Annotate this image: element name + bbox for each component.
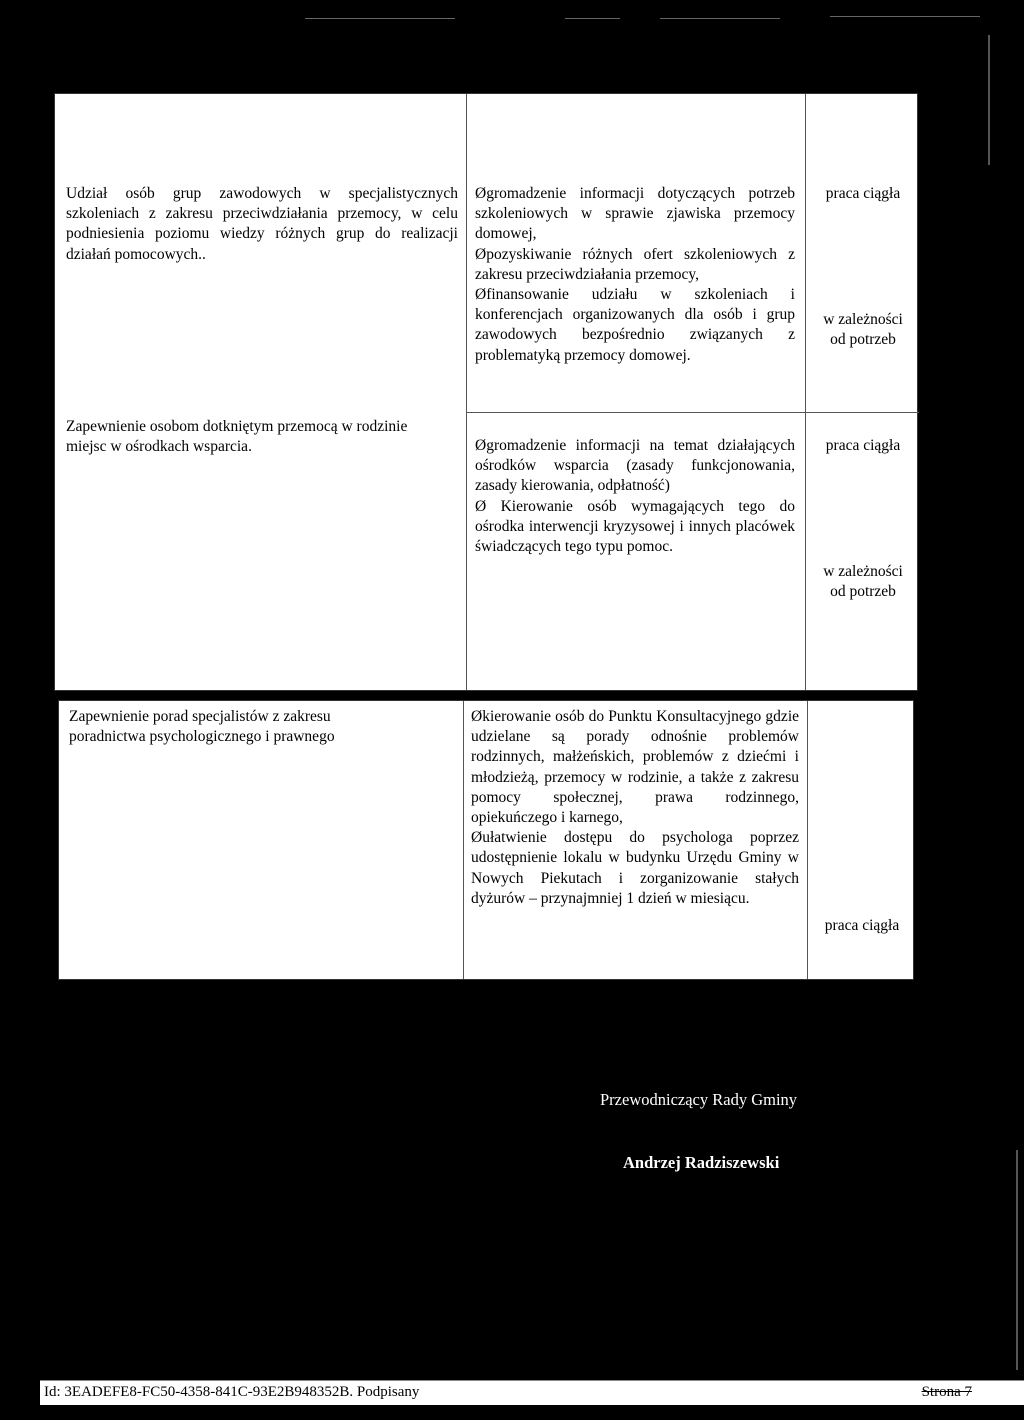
row1-term-continuous: praca ciągła xyxy=(825,185,901,202)
column-divider xyxy=(807,701,808,979)
row3-task-cell xyxy=(69,707,399,747)
row3-action-2: Øułatwienie dostępu do psychologa poprzez udostępnienie lokalu w budynku Urzędu Gminy w Nowych Piekutach i zorganizowanie stałych dyżurów – przynajmniej 1 dzień w miesiącu. xyxy=(471,829,799,907)
signature-title: Przewodniczący Rady Gminy xyxy=(600,1090,798,1109)
row3-term xyxy=(809,916,915,936)
row2-task-cell xyxy=(66,417,458,457)
row3-task-text: Zapewnienie porad specjalistów z zakresu poradnictwa psychologicznego i prawnego xyxy=(69,708,335,746)
plan-table-upper xyxy=(54,93,918,691)
scan-line xyxy=(660,18,780,19)
signature-name: Andrzej Radziszewski xyxy=(623,1153,780,1172)
row2-term-continuous: praca ciągła xyxy=(825,437,901,454)
document-id-footer xyxy=(40,1380,1024,1405)
row2-task-text: Zapewnienie osobom dotkniętym przemocą w rodzinie miejsc w ośrodkach wsparcia. xyxy=(66,418,408,456)
row2-term-needs: od potrzeb xyxy=(830,583,896,601)
row1-action-3: Øfinansowanie udziału w szkoleniach i konferencjach organizowanych dla osób i grup zawodowych bezpośrednio związanych z problematyką przemocy domowej. xyxy=(475,286,795,364)
row2-term-depends: w zależności xyxy=(823,563,903,580)
row2-action-1: Øgromadzenie informacji na temat działających ośrodków wsparcia (zasady funkcjonowania, zasady kierowania, odpłatność) xyxy=(475,437,795,495)
scan-line xyxy=(830,16,980,17)
row1-actions-cell xyxy=(475,184,795,366)
row3-term-continuous: praca ciągła xyxy=(824,917,900,934)
row1-term-needs: od potrzeb xyxy=(830,331,896,349)
row2-term-bottom xyxy=(807,562,919,602)
column-divider xyxy=(805,94,806,690)
row2-action-2: Ø Kierowanie osób wymagających tego do ośrodka interwencji kryzysowej i innych placówek świadczących tego typu pomoc. xyxy=(475,497,795,556)
row3-actions-cell xyxy=(471,707,799,909)
column-divider xyxy=(466,94,467,690)
row3-action-1: Økierowanie osób do Punktu Konsultacyjnego gdzie udzielane są porady odnośnie problemów rodzinnych, małżeńskich, problemów z dziećmi i młodzieżą, przemocy w rodzinie, a także z zakresu pomocy społecznej, prawa rodzinnego, opiekuńczego i karnego, xyxy=(471,708,799,827)
row1-term-depends: w zależności xyxy=(823,311,903,328)
scan-line xyxy=(988,35,990,165)
row1-task-cell xyxy=(66,184,458,265)
row1-action-2: Øpozyskiwanie różnych ofert szkoleniowych z zakresu przeciwdziałania przemocy, xyxy=(475,245,795,283)
scan-line xyxy=(1016,1150,1018,1370)
document-id: Id: 3EADEFE8-FC50-4358-841C-93E2B948352B. Podpisany xyxy=(44,1384,420,1400)
scan-line xyxy=(565,18,620,19)
row1-task-text: Udział osób grup zawodowych w specjalistycznych szkoleniach z zakresu przeciwdziałania przemocy, w celu podniesienia poziomu wiedzy różnych grup do realizacji działań pomocowych.. xyxy=(66,185,458,263)
row1-term-top xyxy=(807,184,919,204)
row1-term-bottom xyxy=(807,310,919,350)
plan-table-lower xyxy=(58,700,914,980)
row1-action-1: Øgromadzenie informacji dotyczących potrzeb szkoleniowych w sprawie zjawiska przemocy domowej, xyxy=(475,185,795,243)
row2-term-top xyxy=(807,436,919,456)
page-number: Strona 7 xyxy=(921,1384,972,1400)
row-divider xyxy=(466,412,919,413)
column-divider xyxy=(463,701,464,979)
row2-actions-cell xyxy=(475,436,795,557)
scan-line xyxy=(305,18,455,19)
